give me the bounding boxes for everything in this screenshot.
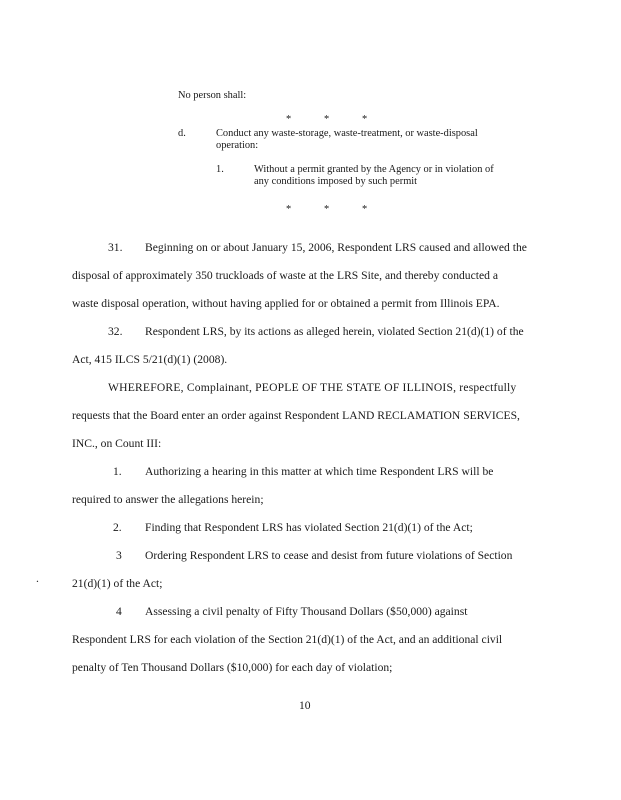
statute-item-1-line2: any conditions imposed by such permit [254, 176, 418, 187]
statute-item-d-marker: d. [178, 128, 186, 139]
relief-3-line2: 21(d)(1) of the Act; [72, 577, 163, 590]
wherefore-line2: requests that the Board enter an order against Respondent LAND RECLAMATION SERVICES, [72, 409, 520, 422]
margin-mark: . [36, 572, 39, 585]
paragraph-31-line1: Beginning on or about January 15, 2006, Respondent LRS caused and allowed the [145, 241, 527, 254]
relief-1-line1: Authorizing a hearing in this matter at which time Respondent LRS will be [145, 465, 494, 478]
statute-item-1-line1: Without a permit granted by the Agency or in violation of [254, 164, 494, 175]
statute-item-1-marker: 1. [216, 164, 224, 175]
paragraph-31-number: 31. [108, 241, 123, 254]
paragraph-32-number: 32. [108, 325, 123, 338]
relief-4-line3: penalty of Ten Thousand Dollars ($10,000) for each day of violation; [72, 661, 393, 674]
page-number: 10 [299, 699, 311, 712]
relief-2-line1: Finding that Respondent LRS has violated Section 21(d)(1) of the Act; [145, 521, 473, 534]
paragraph-32-line2: Act, 415 ILCS 5/21(d)(1) (2008). [72, 353, 228, 366]
relief-3-number: 3 [116, 549, 122, 562]
statute-item-d-line2: operation: [216, 140, 259, 151]
relief-4-line1: Assessing a civil penalty of Fifty Thousand Dollars ($50,000) against [145, 605, 468, 618]
statute-item-d-line1: Conduct any waste-storage, waste-treatment, or waste-disposal [216, 128, 478, 139]
statute-intro: No person shall: [178, 90, 247, 101]
ellipsis-stars-top [286, 114, 400, 126]
star: * [286, 114, 292, 125]
star: * [324, 114, 330, 125]
relief-4-number: 4 [116, 605, 122, 618]
wherefore-line1: WHEREFORE, Complainant, PEOPLE OF THE STATE OF ILLINOIS, respectfully [108, 381, 517, 394]
star: * [286, 204, 292, 215]
star: * [362, 114, 368, 125]
star: * [324, 204, 330, 215]
relief-2-number: 2. [113, 521, 122, 534]
paragraph-32-line1: Respondent LRS, by its actions as alleged herein, violated Section 21(d)(1) of the [145, 325, 524, 338]
star: * [362, 204, 368, 215]
relief-4-line2: Respondent LRS for each violation of the Section 21(d)(1) of the Act, and an additional civil [72, 633, 503, 646]
wherefore-line3: INC., on Count III: [72, 437, 162, 450]
relief-3-line1: Ordering Respondent LRS to cease and desist from future violations of Section [145, 549, 513, 562]
relief-1-number: 1. [113, 465, 122, 478]
paragraph-31-line3: waste disposal operation, without having applied for or obtained a permit from Illinois EPA. [72, 297, 500, 310]
ellipsis-stars-bottom [286, 204, 400, 216]
relief-1-line2: required to answer the allegations herein; [72, 493, 264, 506]
paragraph-31-line2: disposal of approximately 350 truckloads of waste at the LRS Site, and thereby conducted a [72, 269, 498, 282]
